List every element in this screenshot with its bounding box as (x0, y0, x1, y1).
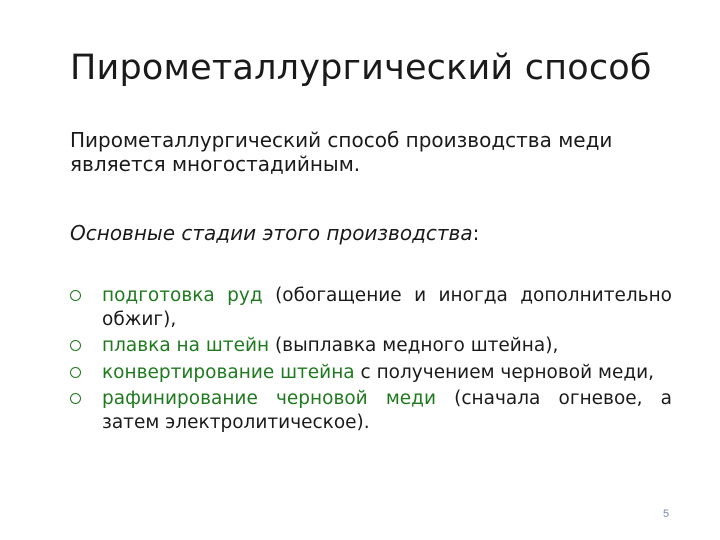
stage-list (70, 284, 672, 437)
stage-item (70, 334, 672, 358)
stages-heading-text: Основные стадии этого производства (70, 221, 473, 245)
stage-term: подготовка руд (102, 285, 263, 306)
circle-bullet-icon (70, 290, 81, 301)
stage-detail: с получением черновой меди, (354, 362, 655, 383)
circle-bullet-icon (70, 367, 81, 378)
intro-paragraph: Пирометаллургический способ производства меди является многостадийным. (70, 128, 613, 176)
stage-detail: (выплавка медного штейна), (269, 335, 559, 356)
stage-term: плавка на штейн (102, 335, 270, 356)
stage-item (70, 361, 672, 385)
stages-heading-colon: : (472, 221, 480, 245)
circle-bullet-icon (70, 393, 81, 404)
circle-bullet-icon (70, 340, 81, 351)
stage-item (70, 284, 672, 332)
stage-detail: (обогащение и иногда дополнительно обжиг), (102, 285, 672, 330)
stages-heading (70, 220, 479, 246)
stage-term: рафинирование черновой меди (102, 388, 436, 409)
stage-detail: (сначала огневое, а затем электролитическое). (102, 388, 673, 433)
page-number: 5 (663, 508, 670, 520)
stage-item (70, 387, 672, 435)
stage-term: конвертирование штейна (102, 362, 355, 383)
slide-title: Пирометаллургический способ (70, 48, 652, 88)
